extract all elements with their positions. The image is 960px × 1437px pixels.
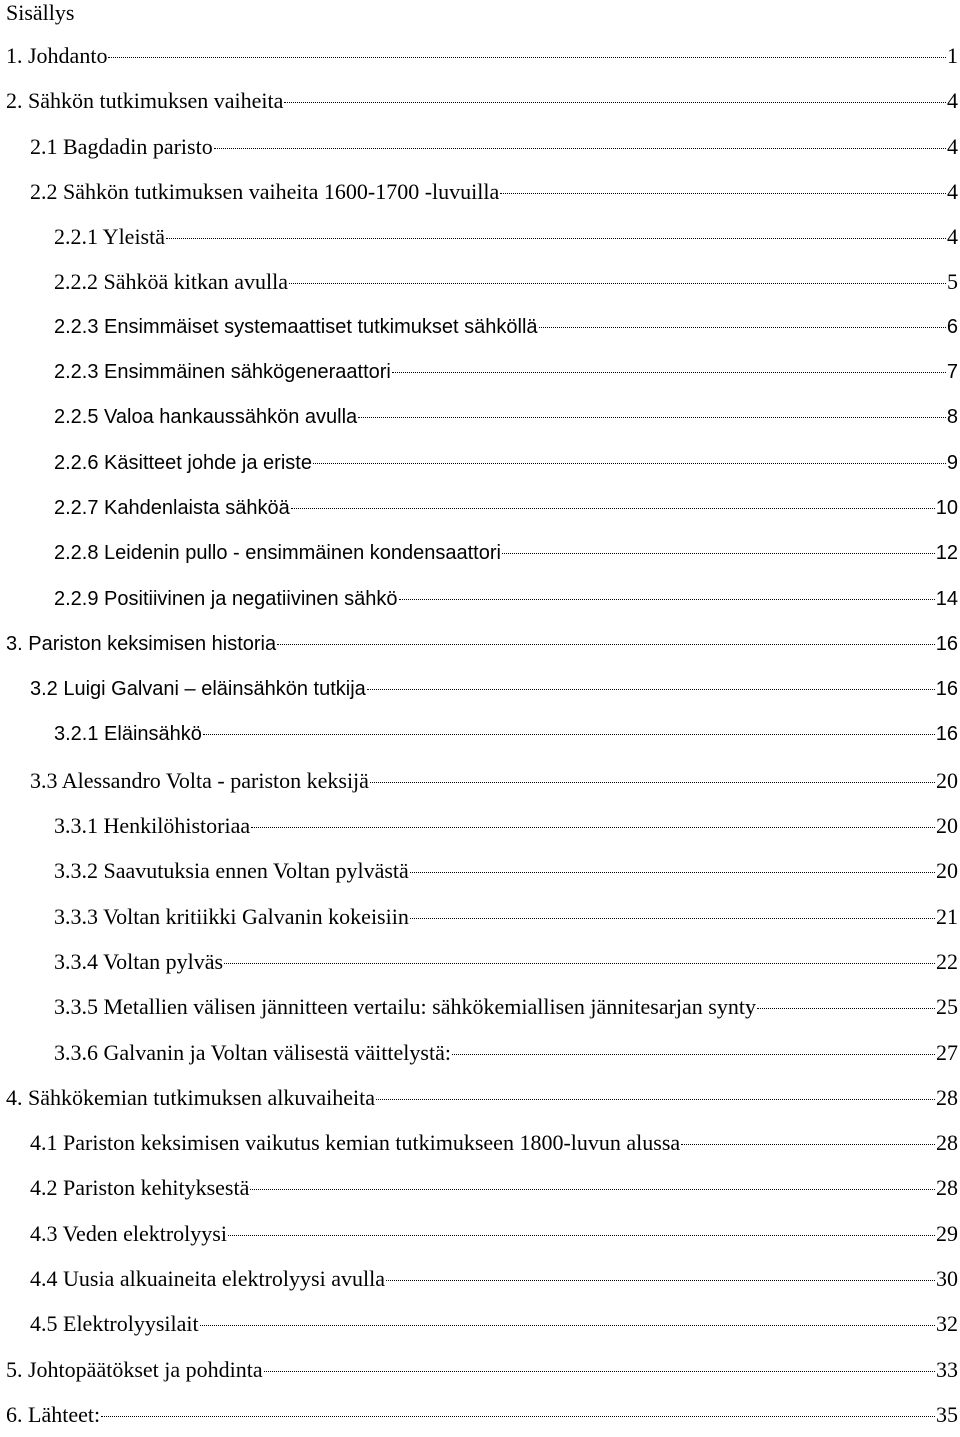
- toc-dot-leader: [370, 782, 935, 783]
- toc-entry-page-number: 30: [936, 1266, 958, 1292]
- toc-entry-title: 2.2.8 Leidenin pullo - ensimmäinen kondensaattori: [54, 542, 501, 565]
- toc-entry-title: 2.2.3 Ensimmäiset systemaattiset tutkimukset sähköllä: [54, 315, 538, 338]
- toc-dot-leader: [410, 918, 935, 919]
- toc-dot-leader: [500, 193, 946, 194]
- toc-entry[interactable]: [0, 712, 960, 757]
- toc-entry-page-number: 16: [935, 678, 958, 701]
- toc-dot-leader: [376, 1099, 935, 1100]
- toc-entry-page-number: 16: [935, 632, 958, 655]
- toc-entry-page-number: 4: [947, 88, 958, 114]
- toc-dot-leader: [166, 238, 946, 239]
- toc-entry-title: 6. Lähteet:: [6, 1401, 101, 1427]
- toc-entry-page-number: 5: [947, 269, 958, 295]
- toc-dot-leader: [386, 1280, 935, 1281]
- toc-entry[interactable]: [0, 169, 960, 214]
- toc-entry-page-number: 32: [936, 1311, 958, 1337]
- toc-entry-title: 2.2 Sähkön tutkimuksen vaiheita 1600-1700 -luvuilla: [30, 178, 500, 204]
- toc-entry-page-number: 33: [936, 1356, 958, 1382]
- toc-entry-page-number: 7: [946, 361, 958, 384]
- toc-entry[interactable]: [0, 1075, 960, 1120]
- toc-entry-title: 2.2.1 Yleistä: [54, 224, 165, 250]
- toc-entry[interactable]: [0, 1120, 960, 1165]
- toc-dot-leader: [277, 644, 935, 645]
- toc-entry[interactable]: [0, 577, 960, 622]
- toc-entry-page-number: 28: [936, 1175, 958, 1201]
- toc-entry[interactable]: [0, 214, 960, 259]
- toc-entry-title: 2.1 Bagdadin paristo: [30, 133, 213, 159]
- toc-entry-title: 3.2.1 Eläinsähkö: [54, 723, 202, 746]
- toc-entry[interactable]: [0, 622, 960, 667]
- toc-entry-title: 2.2.9 Positiivinen ja negatiivinen sähkö: [54, 587, 398, 610]
- toc-dot-leader: [284, 102, 946, 103]
- toc-entry[interactable]: [0, 894, 960, 939]
- toc-entry[interactable]: [0, 1392, 960, 1437]
- toc-dot-leader: [681, 1144, 935, 1145]
- toc-entry-page-number: 16: [935, 723, 958, 746]
- toc-entry-page-number: 20: [936, 813, 958, 839]
- toc-entry[interactable]: [0, 395, 960, 440]
- toc-dot-leader: [399, 599, 935, 600]
- toc-entry-title: 3.3.2 Saavutuksia ennen Voltan pylvästä: [54, 858, 409, 884]
- toc-entry-title: 3.3.1 Henkilöhistoriaa: [54, 813, 251, 839]
- toc-entry-page-number: 6: [946, 315, 958, 338]
- toc-dot-leader: [502, 553, 935, 554]
- toc-dot-leader: [539, 327, 946, 328]
- toc-entry-page-number: 28: [936, 1130, 958, 1156]
- toc-list: [0, 33, 960, 1437]
- toc-entry-title: 3.3 Alessandro Volta - pariston keksijä: [30, 767, 369, 793]
- toc-entry[interactable]: [0, 984, 960, 1029]
- toc-entry-page-number: 10: [935, 496, 958, 519]
- toc-dot-leader: [101, 1416, 935, 1417]
- toc-dot-leader: [289, 283, 946, 284]
- toc-entry[interactable]: [0, 486, 960, 531]
- toc-entry-page-number: 35: [936, 1401, 958, 1427]
- toc-entry-title: 4. Sähkökemian tutkimuksen alkuvaiheita: [6, 1084, 376, 1110]
- toc-dot-leader: [313, 463, 946, 464]
- toc-entry-page-number: 20: [936, 858, 958, 884]
- toc-entry[interactable]: [0, 259, 960, 304]
- toc-entry[interactable]: [0, 1347, 960, 1392]
- toc-entry-page-number: 29: [936, 1220, 958, 1246]
- toc-entry[interactable]: [0, 939, 960, 984]
- toc-entry-title: 4.1 Pariston keksimisen vaikutus kemian tutkimukseen 1800-luvun alussa: [30, 1130, 681, 1156]
- toc-entry-page-number: 21: [936, 903, 958, 929]
- toc-entry-title: 3.2 Luigi Galvani – eläinsähkön tutkija: [30, 678, 366, 701]
- toc-entry-page-number: 4: [947, 178, 958, 204]
- toc-entry-page-number: 8: [946, 406, 958, 429]
- toc-entry[interactable]: [0, 124, 960, 169]
- toc-entry[interactable]: [0, 350, 960, 395]
- toc-entry[interactable]: [0, 848, 960, 893]
- toc-dot-leader: [757, 1008, 935, 1009]
- toc-entry-title: 2.2.2 Sähköä kitkan avulla: [54, 269, 289, 295]
- toc-entry-title: 4.4 Uusia alkuaineita elektrolyysi avulla: [30, 1266, 385, 1292]
- toc-entry-title: 3.3.6 Galvanin ja Voltan välisestä väittelystä:: [54, 1039, 451, 1065]
- toc-entry-page-number: 9: [946, 451, 958, 474]
- toc-dot-leader: [250, 1189, 935, 1190]
- toc-entry-page-number: 4: [947, 133, 958, 159]
- toc-dot-leader: [291, 508, 935, 509]
- toc-entry-page-number: 20: [936, 767, 958, 793]
- toc-entry[interactable]: [0, 78, 960, 123]
- toc-entry[interactable]: [0, 1211, 960, 1256]
- toc-entry[interactable]: [0, 305, 960, 350]
- toc-entry[interactable]: [0, 1256, 960, 1301]
- toc-entry-page-number: 25: [936, 994, 958, 1020]
- toc-entry-page-number: 27: [936, 1039, 958, 1065]
- toc-dot-leader: [358, 417, 946, 418]
- toc-dot-leader: [367, 689, 935, 690]
- toc-entry-title: 4.2 Pariston kehityksestä: [30, 1175, 250, 1201]
- toc-entry[interactable]: [0, 1165, 960, 1210]
- toc-dot-leader: [214, 148, 946, 149]
- toc-entry-title: 2.2.6 Käsitteet johde ja eriste: [54, 451, 312, 474]
- toc-dot-leader: [410, 872, 935, 873]
- toc-dot-leader: [108, 57, 946, 58]
- toc-entry-title: 2.2.7 Kahdenlaista sähköä: [54, 496, 290, 519]
- toc-entry-title: 2.2.3 Ensimmäinen sähkögeneraattori: [54, 361, 391, 384]
- toc-entry[interactable]: [0, 803, 960, 848]
- toc-entry-title: 3.3.5 Metallien välisen jännitteen vertailu: sähkökemiallisen jännitesarjan synty: [54, 994, 756, 1020]
- toc-dot-leader: [203, 734, 935, 735]
- toc-entry[interactable]: [0, 1301, 960, 1346]
- toc-dot-leader: [264, 1371, 935, 1372]
- toc-entry-title: 5. Johtopäätökset ja pohdinta: [6, 1356, 263, 1382]
- toc-entry-title: 2.2.5 Valoa hankaussähkön avulla: [54, 406, 358, 429]
- toc-dot-leader: [224, 963, 935, 964]
- toc-entry-page-number: 4: [947, 224, 958, 250]
- toc-dot-leader: [228, 1235, 935, 1236]
- toc-entry[interactable]: [0, 441, 960, 486]
- toc-entry[interactable]: [0, 1030, 960, 1075]
- toc-entry-page-number: 28: [936, 1084, 958, 1110]
- toc-dot-leader: [251, 827, 935, 828]
- toc-entry[interactable]: [0, 33, 960, 78]
- toc-entry-title: 3. Pariston keksimisen historia: [6, 632, 277, 655]
- toc-entry[interactable]: [0, 667, 960, 712]
- toc-heading: Sisällys: [6, 0, 75, 25]
- toc-entry-page-number: 22: [936, 948, 958, 974]
- toc-entry-title: 3.3.3 Voltan kritiikki Galvanin kokeisiin: [54, 903, 409, 929]
- toc-entry-title: 4.3 Veden elektrolyysi: [30, 1220, 227, 1246]
- toc-entry-title: 3.3.4 Voltan pylväs: [54, 948, 224, 974]
- toc-entry-page-number: 1: [947, 43, 958, 68]
- toc-dot-leader: [200, 1325, 935, 1326]
- toc-dot-leader: [392, 372, 946, 373]
- toc-entry[interactable]: [0, 531, 960, 576]
- toc-entry-page-number: 14: [935, 587, 958, 610]
- toc-entry-title: 1. Johdanto: [6, 43, 108, 68]
- toc-dot-leader: [452, 1054, 935, 1055]
- toc-entry-title: 2. Sähkön tutkimuksen vaiheita: [6, 88, 284, 114]
- toc-entry[interactable]: [0, 758, 960, 803]
- toc-entry-title: 4.5 Elektrolyysilait: [30, 1311, 199, 1337]
- toc-entry-page-number: 12: [935, 542, 958, 565]
